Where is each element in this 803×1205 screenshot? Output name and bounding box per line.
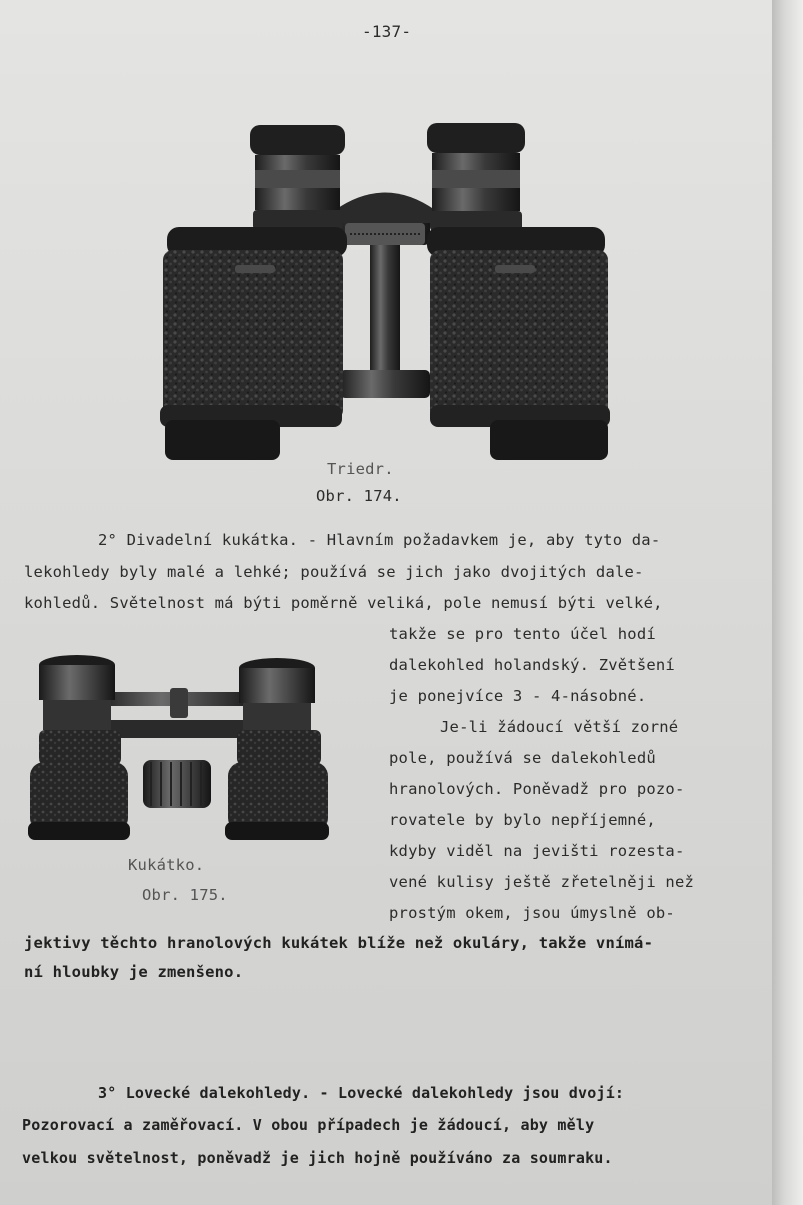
section-2-line-14: jektivy těchto hranolových kukátek blíže než okuláry, takže vnímá- — [24, 934, 654, 952]
figure-174-number: Obr. 174. — [316, 487, 402, 505]
section-2-line-13: prostým okem, jsou úmyslně ob- — [389, 904, 675, 922]
section-2-line-8: pole, používá se dalekohledů — [389, 749, 656, 767]
section-2-line-9: hranolových. Poněvadž pro pozo- — [389, 780, 685, 798]
section-2-line-1: 2° Divadelní kukátka. - Hlavním požadavkem je, aby tyto da- — [98, 531, 661, 549]
figure-175-caption: Kukátko. — [128, 856, 205, 874]
section-2-line-12: vené kulisy ještě zřetelněji než — [389, 873, 695, 891]
binoculars-triedr-illustration — [155, 115, 615, 470]
section-3-line-2: Pozorovací a zaměřovací. V obou případech je žádoucí, aby měly — [22, 1116, 595, 1134]
section-3-line-3: velkou světelnost, poněvadž je jich hojně používáno za soumraku. — [22, 1149, 613, 1167]
section-2-line-2: lekohledy byly malé a lehké; používá se jich jako dvojitých dale- — [24, 563, 644, 581]
page-number: -137- — [362, 22, 412, 41]
section-2-line-15: ní hloubky je zmenšeno. — [24, 963, 244, 981]
section-2-line-7: Je-li žádoucí větší zorné — [440, 718, 679, 736]
section-3-line-1: 3° Lovecké dalekohledy. - Lovecké dalekohledy jsou dvojí: — [98, 1084, 625, 1102]
page-edge — [772, 0, 803, 1205]
figure-174-caption: Triedr. — [327, 460, 394, 478]
section-2-line-11: kdyby viděl na jevišti rozesta- — [389, 842, 685, 860]
section-2-line-5: dalekohled holandský. Zvětšení — [389, 656, 675, 674]
section-2-line-6: je ponejvíce 3 - 4-násobné. — [389, 687, 647, 705]
section-2-line-10: rovatele by bylo nepříjemné, — [389, 811, 656, 829]
section-2-line-4: takže se pro tento účel hodí — [389, 625, 656, 643]
opera-glasses-kukatko-illustration — [25, 650, 330, 850]
section-2-line-3: kohledů. Světelnost má býti poměrně veliká, pole nemusí býti velké, — [24, 594, 663, 612]
figure-175-number: Obr. 175. — [142, 886, 228, 904]
